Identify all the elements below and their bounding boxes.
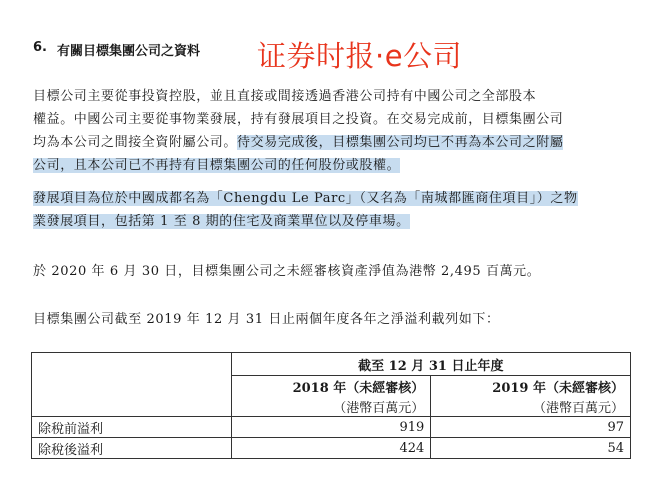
table-group-header: 截至 12 月 31 日止年度 xyxy=(231,353,630,376)
table-row xyxy=(32,417,631,438)
section-number: 6. xyxy=(33,40,47,55)
paragraph-line xyxy=(33,154,633,177)
highlighted-text: 待交易完成後，目標集團公司均已不再為本公司之附屬 xyxy=(237,135,564,150)
highlighted-text: 發展項目為位於中國成都名為「Chengdu Le Parc」（又名為「南城都匯商住項目」）之物 xyxy=(33,191,578,206)
table-cell: 54 xyxy=(431,438,631,459)
row-label: 除稅後溢利 xyxy=(32,438,232,459)
column-unit: （港幣百萬元） xyxy=(431,396,631,417)
watermark: 证券时报·e公司 xyxy=(257,39,463,73)
paragraph-line xyxy=(33,210,633,233)
table-corner-cell xyxy=(32,353,232,417)
highlighted-text: 公司，且本公司已不再持有目標集團公司的任何股份或股權。 xyxy=(33,158,401,173)
column-unit: （港幣百萬元） xyxy=(231,396,431,417)
table-cell: 97 xyxy=(431,417,631,438)
paragraph-profit-intro: 目標集團公司截至 2019 年 12 月 31 日止兩個年度各年之淨溢利載列如下： xyxy=(33,312,500,327)
column-header: 2018 年（未經審核） xyxy=(231,376,431,397)
paragraph-line xyxy=(33,131,633,154)
paragraph-company-info xyxy=(33,85,633,177)
table-row xyxy=(32,438,631,459)
table-cell: 919 xyxy=(231,417,431,438)
table-header-row xyxy=(32,353,631,376)
paragraph-line: 權益。中國公司主要從事物業發展，持有發展項目之投資。在交易完成前，目標集團公司 xyxy=(33,112,564,127)
paragraph-net-assets: 於 2020 年 6 月 30 日，目標集團公司之未經審核資產淨值為港幣 2,495 百萬元。 xyxy=(33,264,541,279)
paragraph-line: 目標公司主要從事投資控股，並且直接或間接透過香港公司持有中國公司之全部股本 xyxy=(33,89,537,104)
plain-text: 均為本公司之間接全資附屬公司。 xyxy=(33,135,238,150)
section-title: 有關目標集團公司之資料 xyxy=(57,44,201,59)
paragraph-line xyxy=(33,187,633,210)
column-header: 2019 年（未經審核） xyxy=(431,376,631,397)
paragraph-project xyxy=(33,187,633,233)
table-cell: 424 xyxy=(231,438,431,459)
highlighted-text: 業發展項目，包括第 1 至 8 期的住宅及商業單位以及停車場。 xyxy=(33,214,410,229)
row-label: 除稅前溢利 xyxy=(32,417,232,438)
profit-table xyxy=(31,352,631,459)
